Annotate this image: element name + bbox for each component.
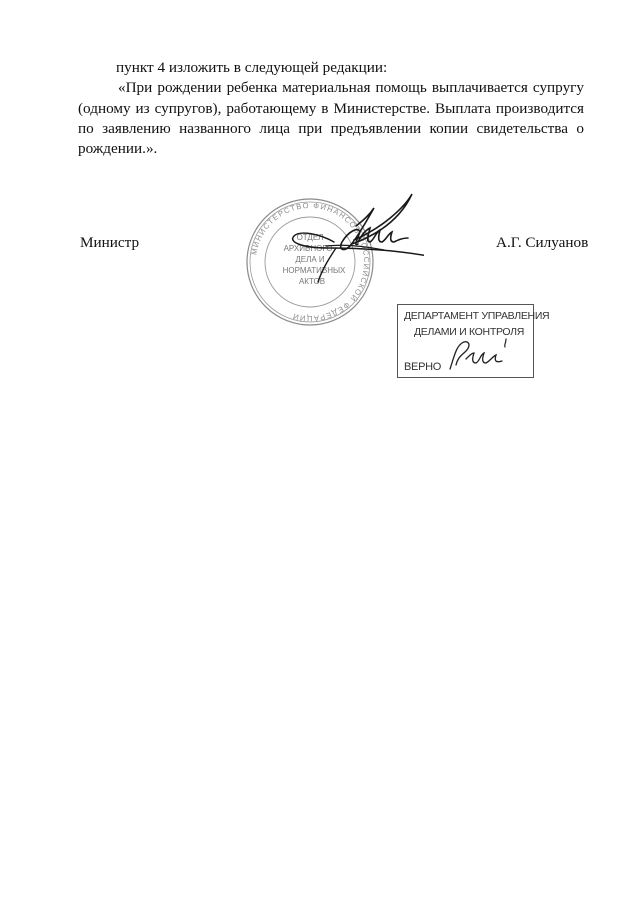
stamp-division-line: ДЕЛАМИ И КОНТРОЛЯ [414,326,525,338]
stamp-department-line: ДЕПАРТАМЕНТ УПРАВЛЕНИЯ [404,310,550,322]
signer-title: Министр [80,234,140,251]
document-body [78,58,584,159]
signer-name: А.Г. Силуанов [496,234,589,251]
svg-text:АРХИВНОГО: АРХИВНОГО [283,244,333,253]
svg-text:ОТДЕЛ: ОТДЕЛ [296,233,324,242]
certifier-signature [442,335,512,375]
stamp-verno-label: ВЕРНО [404,361,442,373]
certification-stamp [397,304,550,378]
svg-text:АКТОВ: АКТОВ [298,277,326,286]
minister-signature [224,186,424,286]
svg-text:НОРМАТИВНЫХ: НОРМАТИВНЫХ [282,266,346,275]
svg-text:МИНИСТЕРСТВО ФИНАНСОВ РОССИЙСК: МИНИСТЕРСТВО ФИНАНСОВ РОССИЙСКОЙ ФЕДЕРАЦИИ [249,200,372,324]
intro-paragraph: пункт 4 изложить в следующей редакции: [116,59,388,76]
amendment-paragraph: «При рождении ребенка материальная помощь выплачивается супругу (одному из супругов), работающему в Министерстве. Выплата производится по заявлению названного лица при предъявлении копии свидетельства о рождении.». [78,79,584,158]
svg-text:ДЕЛА И: ДЕЛА И [295,255,325,264]
